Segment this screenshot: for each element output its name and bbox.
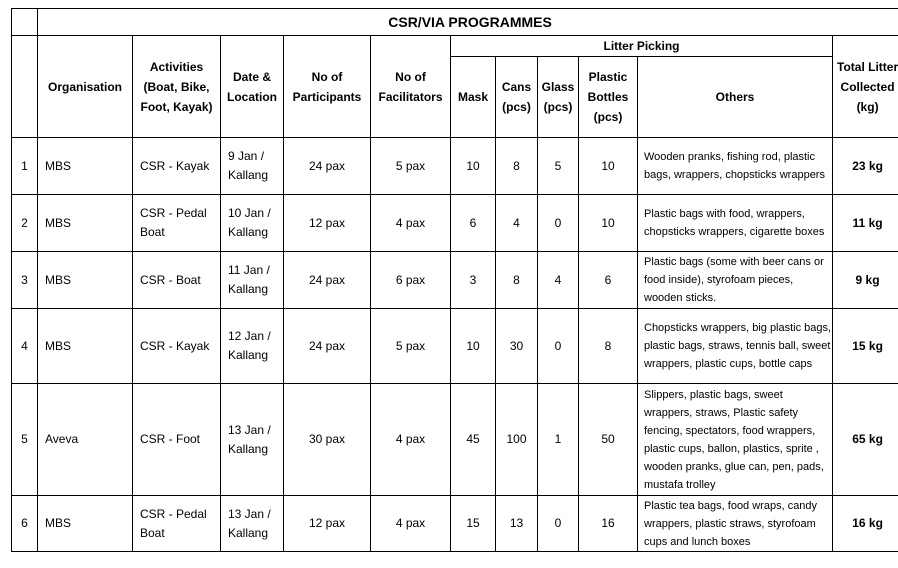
activity-cell: CSR - Kayak [133, 138, 221, 195]
facilitators-cell: 5 pax [371, 309, 451, 384]
mask-cell: 3 [451, 252, 496, 309]
glass-cell: 0 [538, 496, 579, 552]
header-cans: Cans (pcs) [496, 57, 538, 138]
date-location-cell: 11 Jan / Kallang [221, 252, 284, 309]
participants-cell: 24 pax [284, 252, 371, 309]
activity-cell: CSR - Pedal Boat [133, 496, 221, 552]
participants-cell: 12 pax [284, 195, 371, 252]
total-cell: 65 kg [833, 384, 898, 496]
glass-cell: 0 [538, 309, 579, 384]
mask-cell: 15 [451, 496, 496, 552]
facilitators-cell: 6 pax [371, 252, 451, 309]
cans-cell: 30 [496, 309, 538, 384]
plastic-bottles-cell: 6 [579, 252, 638, 309]
organisation-cell: MBS [38, 138, 133, 195]
plastic-bottles-cell: 16 [579, 496, 638, 552]
table-row [12, 195, 898, 252]
header-others: Others [638, 57, 833, 138]
cans-cell: 4 [496, 195, 538, 252]
mask-cell: 45 [451, 384, 496, 496]
header-total: Total Litter Collected (kg) [833, 36, 898, 138]
corner-cell [12, 9, 38, 36]
activity-cell: CSR - Kayak [133, 309, 221, 384]
header-activities: Activities (Boat, Bike, Foot, Kayak) [133, 36, 221, 138]
table-row [12, 252, 898, 309]
row-number: 1 [12, 138, 38, 195]
facilitators-cell: 4 pax [371, 195, 451, 252]
header-mask: Mask [451, 57, 496, 138]
row-number: 2 [12, 195, 38, 252]
total-cell: 16 kg [833, 496, 898, 552]
header-number [12, 36, 38, 138]
organisation-cell: Aveva [38, 384, 133, 496]
organisation-cell: MBS [38, 309, 133, 384]
facilitators-cell: 5 pax [371, 138, 451, 195]
cans-cell: 8 [496, 138, 538, 195]
cans-cell: 100 [496, 384, 538, 496]
date-location-cell: 10 Jan / Kallang [221, 195, 284, 252]
mask-cell: 6 [451, 195, 496, 252]
plastic-bottles-cell: 8 [579, 309, 638, 384]
row-number: 5 [12, 384, 38, 496]
glass-cell: 4 [538, 252, 579, 309]
organisation-cell: MBS [38, 195, 133, 252]
glass-cell: 1 [538, 384, 579, 496]
organisation-cell: MBS [38, 252, 133, 309]
total-cell: 11 kg [833, 195, 898, 252]
participants-cell: 24 pax [284, 309, 371, 384]
others-cell: Plastic bags with food, wrappers, chopsticks wrappers, cigarette boxes [638, 195, 833, 252]
others-cell: Plastic bags (some with beer cans or food inside), styrofoam pieces, wooden sticks. [638, 252, 833, 309]
total-cell: 23 kg [833, 138, 898, 195]
total-cell: 9 kg [833, 252, 898, 309]
table-row [12, 309, 898, 384]
table-row [12, 384, 898, 496]
activity-cell: CSR - Foot [133, 384, 221, 496]
row-number: 3 [12, 252, 38, 309]
glass-cell: 5 [538, 138, 579, 195]
others-cell: Chopsticks wrappers, big plastic bags, plastic bags, straws, tennis ball, sweet wrappers, plastic cups, bottle caps [638, 309, 833, 384]
date-location-cell: 13 Jan / Kallang [221, 384, 284, 496]
table-row [12, 138, 898, 195]
header-facilitators: No of Facilitators [371, 36, 451, 138]
header-litter-picking: Litter Picking [451, 36, 833, 57]
activity-cell: CSR - Boat [133, 252, 221, 309]
others-cell: Wooden pranks, fishing rod, plastic bags, wrappers, chopsticks wrappers [638, 138, 833, 195]
facilitators-cell: 4 pax [371, 384, 451, 496]
organisation-cell: MBS [38, 496, 133, 552]
plastic-bottles-cell: 50 [579, 384, 638, 496]
date-location-cell: 12 Jan / Kallang [221, 309, 284, 384]
plastic-bottles-cell: 10 [579, 195, 638, 252]
total-cell: 15 kg [833, 309, 898, 384]
mask-cell: 10 [451, 309, 496, 384]
others-cell: Slippers, plastic bags, sweet wrappers, straws, Plastic safety fencing, spectators, food wrappers, plastic cups, ballon, plastics, sprite , wooden pranks, glue can, pen, pads, mustafa trolley [638, 384, 833, 496]
facilitators-cell: 4 pax [371, 496, 451, 552]
row-number: 4 [12, 309, 38, 384]
plastic-bottles-cell: 10 [579, 138, 638, 195]
table-title: CSR/VIA PROGRAMMES [38, 9, 898, 36]
participants-cell: 30 pax [284, 384, 371, 496]
glass-cell: 0 [538, 195, 579, 252]
cans-cell: 13 [496, 496, 538, 552]
table-row [12, 496, 898, 552]
header-organisation: Organisation [38, 36, 133, 138]
header-glass: Glass (pcs) [538, 57, 579, 138]
header-plastic-bottles: Plastic Bottles (pcs) [579, 57, 638, 138]
date-location-cell: 13 Jan / Kallang [221, 496, 284, 552]
csr-programmes-table [11, 8, 898, 552]
date-location-cell: 9 Jan / Kallang [221, 138, 284, 195]
activity-cell: CSR - Pedal Boat [133, 195, 221, 252]
participants-cell: 24 pax [284, 138, 371, 195]
header-participants: No of Participants [284, 36, 371, 138]
row-number: 6 [12, 496, 38, 552]
mask-cell: 10 [451, 138, 496, 195]
header-date-location: Date & Location [221, 36, 284, 138]
others-cell: Plastic tea bags, food wraps, candy wrappers, plastic straws, styrofoam cups and lunch boxes [638, 496, 833, 552]
participants-cell: 12 pax [284, 496, 371, 552]
cans-cell: 8 [496, 252, 538, 309]
